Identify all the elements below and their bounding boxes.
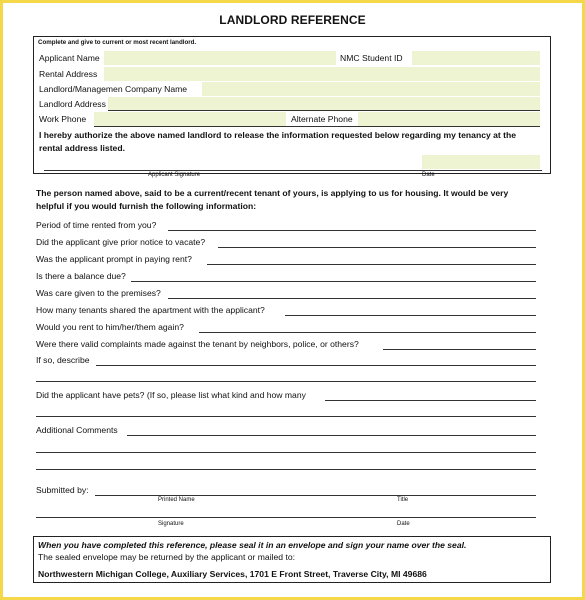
applicant-signature-field[interactable] [44,153,424,168]
signature-line[interactable] [36,517,536,518]
answer-line-prompt-rent[interactable] [207,264,536,265]
answer-line-rent-again[interactable] [199,332,536,333]
intro-text: The person named above, said to be a current/recent tenant of yours, is applying to us for housing. It would be very [36,188,509,198]
additional-comments-label: Additional Comments [36,425,118,435]
comments-line-3[interactable] [36,469,536,470]
printed-name-label: Printed Name [158,497,195,503]
work-phone-field[interactable] [94,112,286,126]
question-tenants-shared: How many tenants shared the apartment with the applicant? [36,305,265,315]
comments-line-1[interactable] [127,435,536,436]
applicant-name-field[interactable] [104,51,336,65]
question-prior-notice: Did the applicant give prior notice to vacate? [36,237,206,247]
landlord-address-underline [108,110,540,111]
alternate-phone-label: Alternate Phone [291,114,353,124]
answer-line-balance-due[interactable] [131,281,536,282]
signature-date-label: Date [422,172,435,178]
footer-return-text: The sealed envelope may be returned by the applicant or mailed to: [38,552,296,562]
question-prompt-rent: Was the applicant prompt in paying rent? [36,254,192,264]
question-valid-complaints: Were there valid complaints made against the tenant by neighbors, police, or others? [36,339,359,349]
signature-date-field[interactable] [422,155,540,169]
work-phone-label: Work Phone [39,114,87,124]
applicant-section [33,36,551,178]
alternate-phone-field[interactable] [358,112,540,126]
footer-address: Northwestern Michigan College, Auxiliary Services, 1701 E Front Street, Traverse City, MI 49686 [38,569,427,579]
answer-line-tenants-shared[interactable] [285,315,536,316]
submitted-by-label: Submitted by: [36,485,89,495]
answer-line-care-premises[interactable] [168,298,536,299]
page-title: LANDLORD REFERENCE [219,13,366,27]
footer-section [33,536,551,583]
answer-line-pets-2[interactable] [36,416,536,417]
question-describe: If so, describe [36,355,90,365]
signature-underline [44,170,542,171]
instruction-text: Complete and give to current or most recent landlord. [38,39,197,46]
question-care-premises: Was care given to the premises? [36,288,161,298]
signature-label: Signature [158,521,184,527]
comments-line-2[interactable] [36,452,536,453]
question-rent-again: Would you rent to him/her/them again? [36,322,184,332]
question-balance-due: Is there a balance due? [36,271,126,281]
authorization-text-2: rental address listed. [39,143,125,153]
answer-line-period-rented[interactable] [168,230,536,231]
rental-address-field[interactable] [104,67,540,81]
applicant-signature-label: Applicant Signature [148,172,201,178]
nmc-student-id-field[interactable] [412,51,540,65]
question-pets: Did the applicant have pets? (If so, please list what kind and how many [36,390,306,400]
answer-line-pets[interactable] [325,400,536,401]
rental-address-label: Rental Address [39,69,98,79]
footer-instruction: When you have completed this reference, please seal it in an envelope and sign your name over the seal. [38,540,467,550]
date-label: Date [397,521,410,527]
landlord-address-field[interactable] [108,97,540,111]
question-period-rented: Period of time rented from you? [36,220,157,230]
authorization-text: I hereby authorize the above named landlord to release the information requested below regarding my tenancy at the [39,130,517,140]
answer-line-describe-2[interactable] [36,381,536,382]
title-label: Title [397,497,409,503]
work-phone-underline [94,126,540,127]
intro-text-2: helpful if you would furnish the following information: [36,201,257,211]
landlord-company-label: Landlord/Managemen Company Name [39,84,188,94]
landlord-address-label: Landlord Address [39,99,106,109]
submitted-by-line[interactable] [95,495,536,496]
answer-line-describe[interactable] [96,365,536,366]
landlord-company-field[interactable] [202,82,540,96]
form-page [3,3,582,597]
nmc-student-id-label: NMC Student ID [340,53,403,63]
answer-line-prior-notice[interactable] [218,247,536,248]
applicant-name-label: Applicant Name [39,53,100,63]
answer-line-valid-complaints[interactable] [383,349,536,350]
